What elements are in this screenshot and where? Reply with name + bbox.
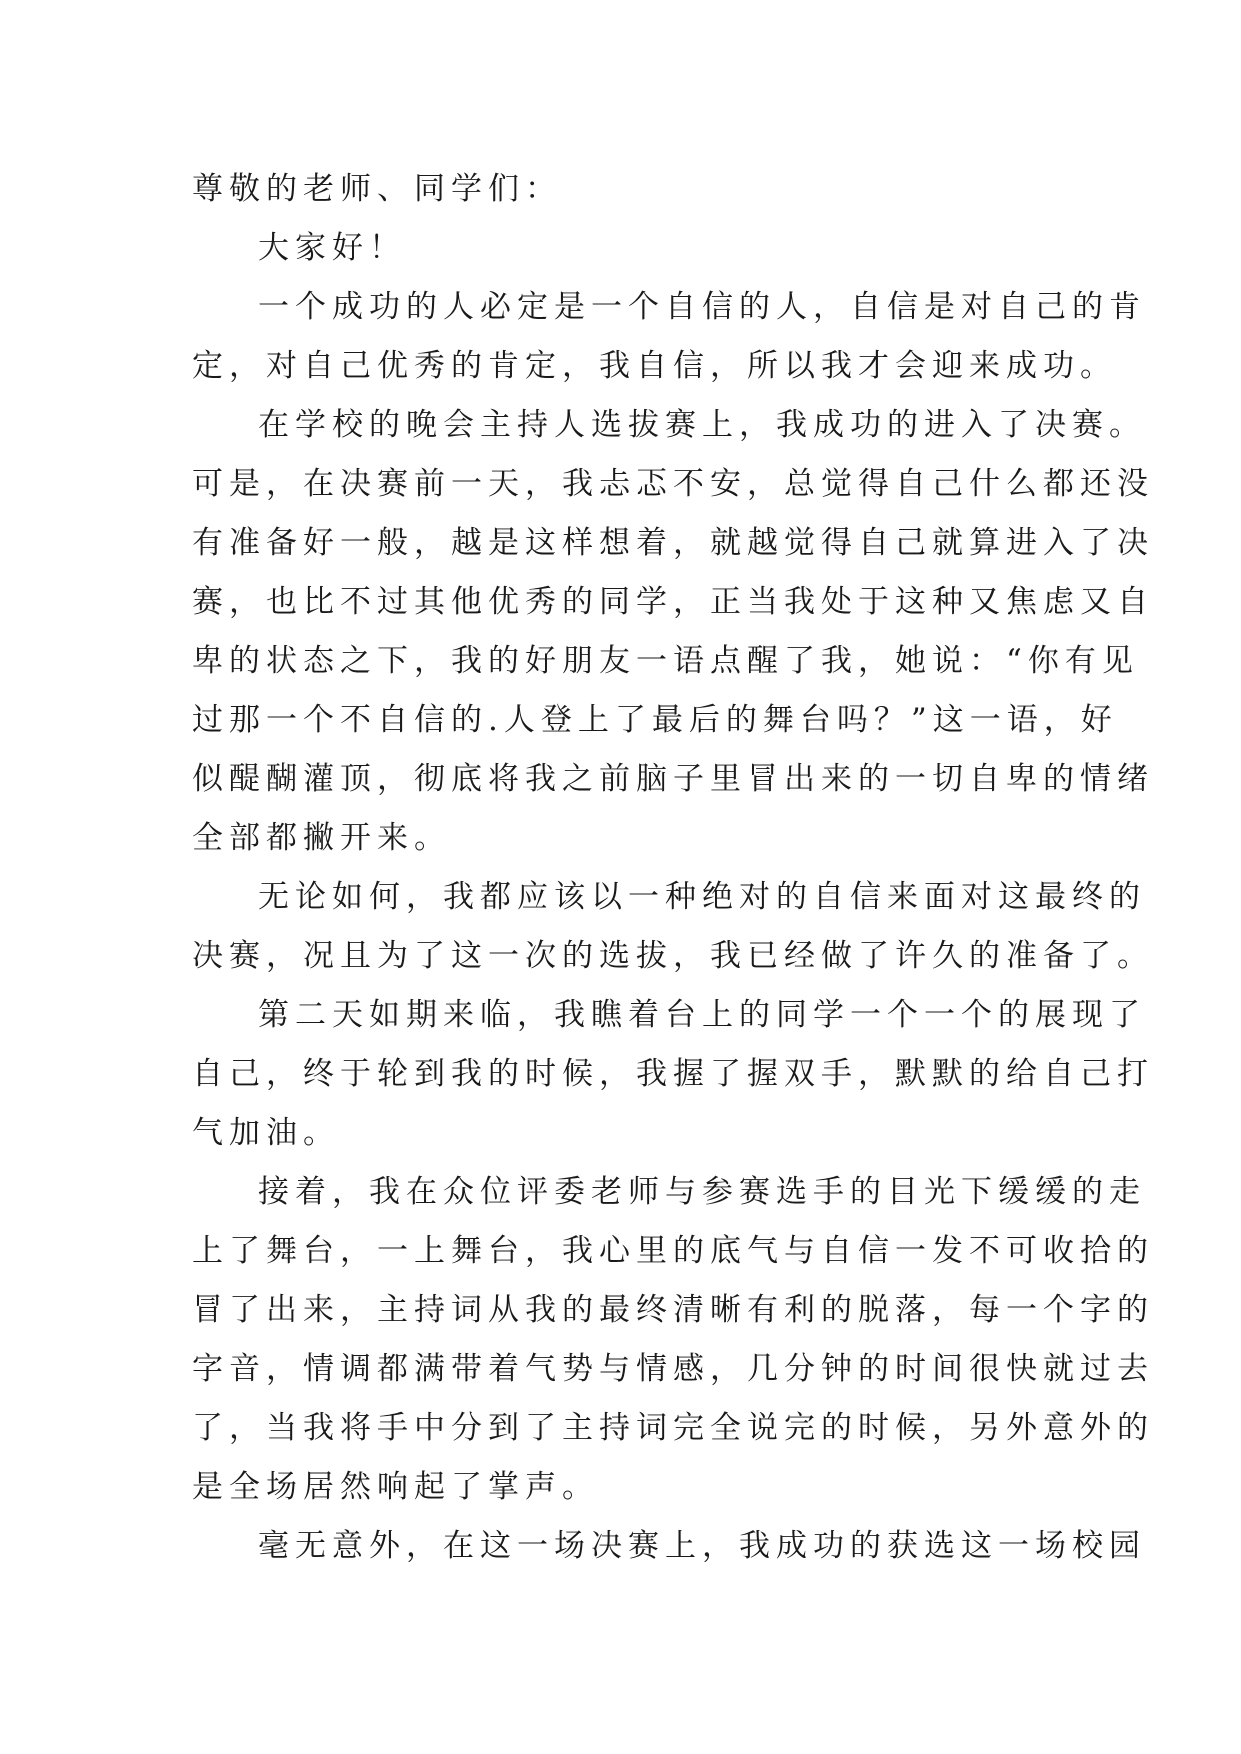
document-body <box>192 160 1154 1576</box>
text-line: 大家好！ <box>258 230 406 266</box>
text-line: 决赛，况且为了这一次的选拔，我已经做了许久的准备了。 <box>192 938 1154 974</box>
text-line: 接着，我在众位评委老师与参赛选手的目光下缓缓的走 <box>258 1174 1146 1210</box>
text-line: 冒了出来，主持词从我的最终清晰有利的脱落，每一个字的 <box>192 1292 1154 1328</box>
text-line: 尊敬的老师、同学们： <box>192 171 562 207</box>
text-line: 无论如何，我都应该以一种绝对的自信来面对这最终的 <box>258 879 1146 915</box>
text-line: 卑的状态之下，我的好朋友一语点醒了我，她说：“你有见 <box>192 643 1139 679</box>
text-line: 过那一个不自信的.人登上了最后的舞台吗？”这一语，好 <box>192 702 1118 738</box>
text-line: 了，当我将手中分到了主持词完全说完的时候，另外意外的 <box>192 1410 1154 1446</box>
text-line: 毫无意外，在这一场决赛上，我成功的获选这一场校园 <box>258 1528 1146 1564</box>
text-line: 字音，情调都满带着气势与情感，几分钟的时间很快就过去 <box>192 1351 1154 1387</box>
text-line: 定，对自己优秀的肯定，我自信，所以我才会迎来成功。 <box>192 348 1117 384</box>
text-line: 赛，也比不过其他优秀的同学，正当我处于这种又焦虑又自 <box>192 584 1154 620</box>
text-line: 气加油。 <box>192 1115 340 1151</box>
text-line: 在学校的晚会主持人选拔赛上，我成功的进入了决赛。 <box>258 407 1146 443</box>
text-line: 似醍醐灌顶，彻底将我之前脑子里冒出来的一切自卑的情绪 <box>192 761 1154 797</box>
text-line: 上了舞台，一上舞台，我心里的底气与自信一发不可收拾的 <box>192 1233 1154 1269</box>
text-line: 可是，在决赛前一天，我忐忑不安，总觉得自己什么都还没 <box>192 466 1154 502</box>
text-line: 全部都撇开来。 <box>192 820 451 856</box>
text-line: 有准备好一般，越是这样想着，就越觉得自己就算进入了决 <box>192 525 1154 561</box>
text-line: 一个成功的人必定是一个自信的人，自信是对自己的肯 <box>258 289 1146 325</box>
text-line: 是全场居然响起了掌声。 <box>192 1469 599 1505</box>
text-line: 第二天如期来临，我瞧着台上的同学一个一个的展现了 <box>258 997 1146 1033</box>
text-line: 自己，终于轮到我的时候，我握了握双手，默默的给自己打 <box>192 1056 1154 1092</box>
